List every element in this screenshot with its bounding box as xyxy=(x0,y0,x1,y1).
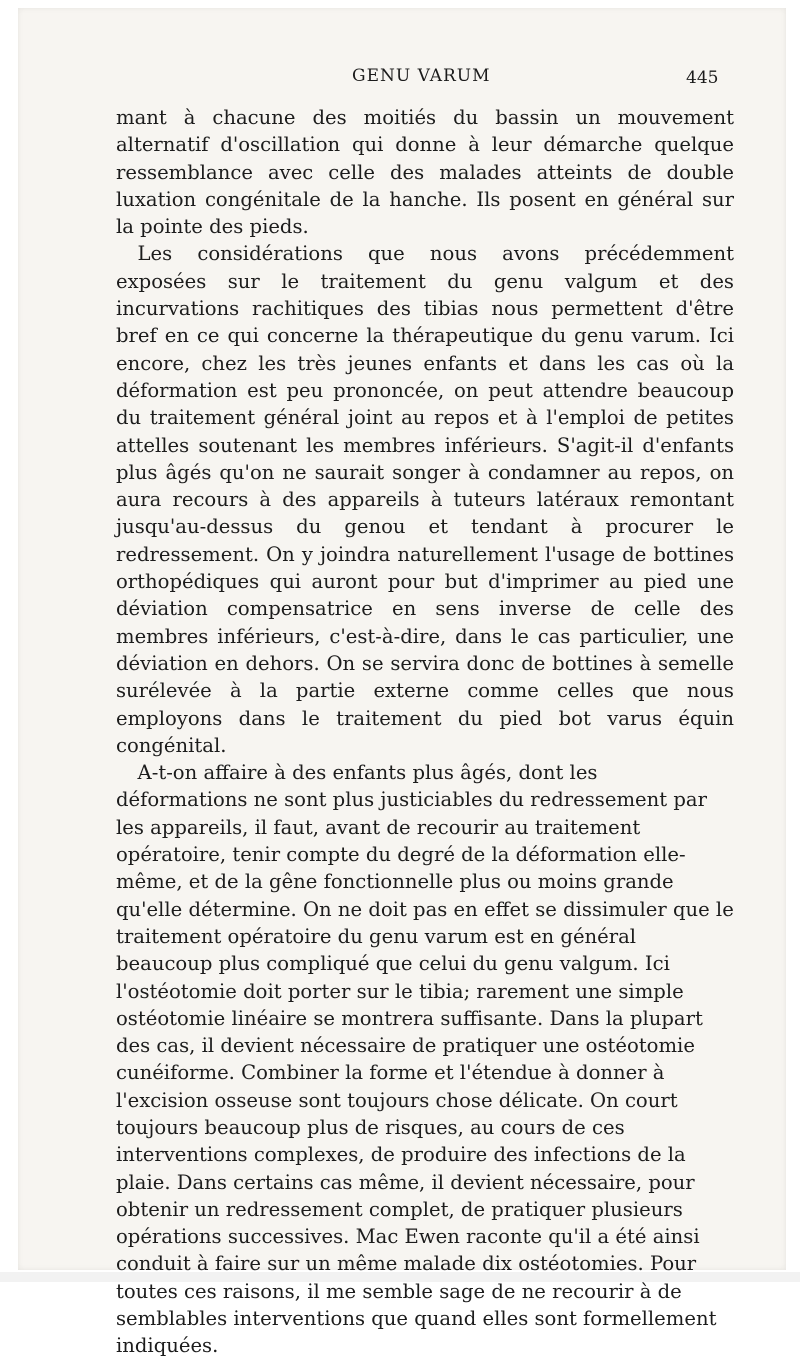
page-number: 445 xyxy=(686,68,719,88)
running-header xyxy=(0,62,800,92)
paragraph-operative: A-t-on affaire à des enfants plus âgés, dont les déformations ne sont plus justiciables du redressement par les appareils, il faut, avant de recourir au traitement opératoire, tenir compte du degré de la déformation elle-même, et de la gêne fonctionnelle plus ou moins grande qu'elle détermine. On ne doit pas en effet se dissimuler que le traitement opératoire du genu varum est en général beaucoup plus compliqué que celui du genu valgum. Ici l'ostéotomie doit porter sur le tibia; rarement une simple ostéotomie linéaire se montrera suffisante. Dans la plupart des cas, il devient nécessaire de pratiquer une ostéotomie cunéiforme. Combiner la forme et l'étendue à donner à l'excision osseuse sont toujours chose délicate. On court toujours beaucoup plus de risques, au cours de ces interventions complexes, de produire des infections de la plaie. Dans certains cas même, il devient nécessaire, pour obtenir un redressement complet, de pratiquer plusieurs opérations successives. Mac Ewen raconte qu'il a été ainsi conduit à faire sur un même malade dix ostéotomies. Pour toutes ces raisons, il me semble sage de ne recourir à de semblables interventions que quand elles sont formellement indiquées. xyxy=(116,761,734,1358)
paragraph-treatment: Les considérations que nous avons précédemment exposées sur le traitement du genu valgum et des incurvations rachitiques des tibias nous permettent d'être bref en ce qui concerne la thérapeutique du genu varum. Ici encore, chez les très jeunes enfants et dans les cas où la déformation est peu prononcée, on peut attendre beaucoup du traitement général joint au repos et à l'emploi de petites attelles soutenant les membres inférieurs. S'agit-il d'enfants plus âgés qu'on ne saurait songer à condamner au repos, on aura recours à des appareils à tuteurs latéraux remontant jusqu'au-dessus du genou et tendant à procurer le redressement. On y joindra naturellement l'usage de bottines orthopédiques qui auront pour but d'imprimer au pied une déviation compensatrice en sens inverse de celle des membres inférieurs, c'est-à-dire, dans le cas particulier, une déviation en dehors. On se servira donc de bottines à semelle surélevée à la partie externe comme celles que nous employons dans le traitement du pied bot varus équin congénital. xyxy=(116,242,734,757)
running-title: GENU VARUM xyxy=(352,66,491,86)
body-text xyxy=(116,104,734,1360)
paragraph-continuation: mant à chacune des moitiés du bassin un mouvement alternatif d'oscillation qui donne à leur démarche quelque ressemblance avec celle des malades atteints de double luxation congénitale de la hanche. Ils posent en général sur la pointe des pieds. xyxy=(116,106,734,239)
